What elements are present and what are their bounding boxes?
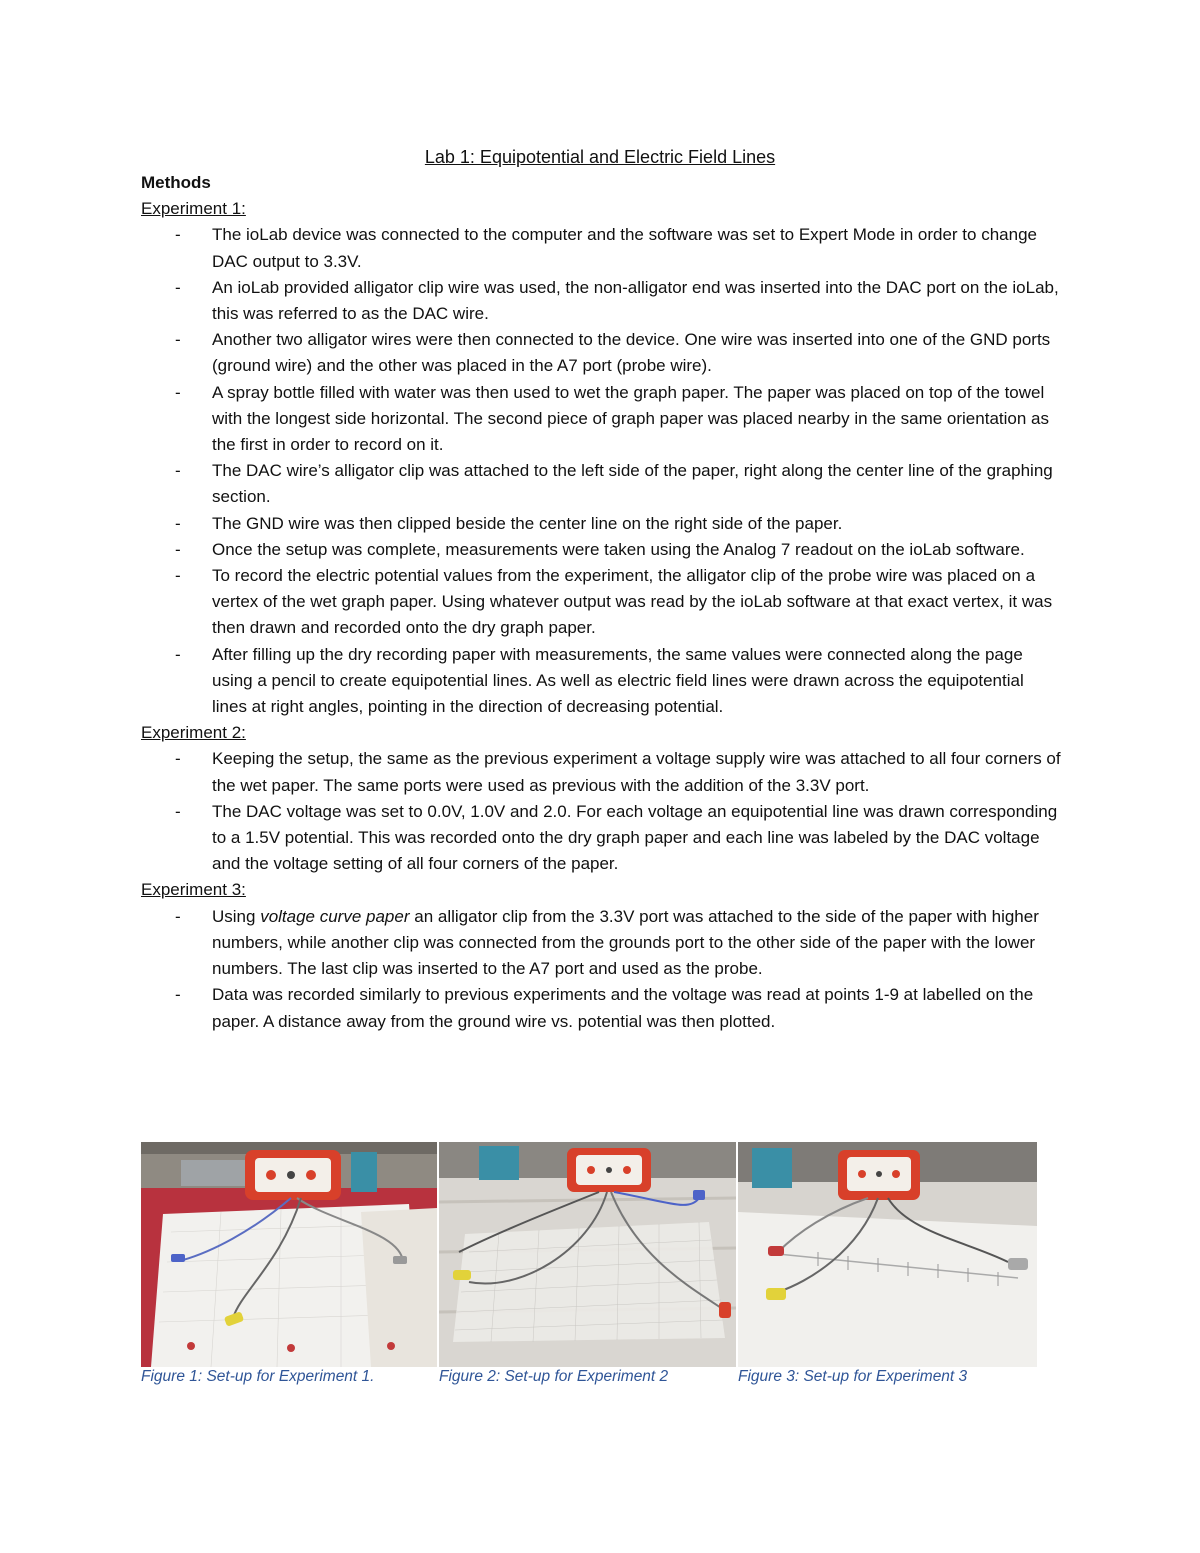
list-item: - The DAC wire’s alligator clip was attached to the left side of the paper, right along the center line of the graphing section. <box>141 458 1061 510</box>
bullet-dash: - <box>175 382 181 402</box>
bullet-dash: - <box>175 801 181 821</box>
document-title: Lab 1: Equipotential and Electric Field Lines <box>424 147 776 167</box>
list-item: - Keeping the setup, the same as the previous experiment a voltage supply wire was attached to all four corners of the wet paper. The same ports were used as previous with the addition of the 3.3V port. <box>141 746 1061 798</box>
bullet-dash: - <box>175 985 181 1005</box>
experiment-2-list <box>141 746 1061 877</box>
bullet-dash: - <box>175 539 181 559</box>
list-item: - A spray bottle filled with water was then used to wet the graph paper. The paper was placed on top of the towel with the longest side horizontal. The second piece of graph paper was placed nearby in the same orientation as the first in order to record on it. <box>141 380 1061 459</box>
list-item: - Once the setup was complete, measurements were taken using the Analog 7 readout on the ioLab software. <box>141 537 1061 563</box>
list-item: - An ioLab provided alligator clip wire was used, the non-alligator end was inserted into the DAC port on the ioLab, this was referred to as the DAC wire. <box>141 275 1061 327</box>
methods-section <box>141 170 1061 1035</box>
figure-3-photo <box>738 1142 1037 1367</box>
setup-photo-2 <box>439 1142 736 1367</box>
bullet-dash: - <box>175 513 181 533</box>
bullet-dash: - <box>175 749 181 769</box>
italic-term: voltage curve paper <box>260 906 410 926</box>
experiment-3-heading: Experiment 3: <box>141 880 246 900</box>
list-item: - To record the electric potential values from the experiment, the alligator clip of the probe wire was placed on a vertex of the wet graph paper. Using whatever output was read by the ioLab software at that exact vertex, it was then drawn and recorded onto the dry graph paper. <box>141 563 1061 642</box>
bullet-dash: - <box>175 906 181 926</box>
figure-3-caption: Figure 3: Set-up for Experiment 3 <box>738 1368 968 1385</box>
bullet-dash: - <box>175 330 181 350</box>
figure-captions <box>141 1368 1037 1392</box>
bullet-dash: - <box>175 461 181 481</box>
figure-1-caption: Figure 1: Set-up for Experiment 1. <box>141 1368 375 1385</box>
figure-2-photo <box>439 1142 736 1367</box>
experiment-1-heading: Experiment 1: <box>141 199 246 219</box>
experiment-3-list <box>141 904 1061 1035</box>
bullet-dash: - <box>175 277 181 297</box>
list-item: - Another two alligator wires were then connected to the device. One wire was inserted into one of the GND ports (ground wire) and the other was placed in the A7 port (probe wire). <box>141 327 1061 379</box>
list-item: - Using voltage curve paper an alligator clip from the 3.3V port was attached to the side of the paper with higher numbers, while another clip was connected from the grounds port to the other side of the paper with the lower numbers. The last clip was inserted to the A7 port and used as the probe. <box>141 904 1061 983</box>
setup-photo-1 <box>141 1142 437 1367</box>
experiment-1-list <box>141 222 1061 720</box>
figure-1-photo <box>141 1142 437 1367</box>
methods-heading: Methods <box>141 173 211 192</box>
bullet-dash: - <box>175 225 181 245</box>
setup-photo-3 <box>738 1142 1037 1367</box>
bullet-dash: - <box>175 644 181 664</box>
list-item: - The GND wire was then clipped beside the center line on the right side of the paper. <box>141 511 1061 537</box>
figure-photos <box>141 1142 1037 1367</box>
list-item: - After filling up the dry recording paper with measurements, the same values were connected along the page using a pencil to create equipotential lines. As well as electric field lines were drawn across the equipotential lines at right angles, pointing in the direction of decreasing potential. <box>141 642 1061 721</box>
bullet-dash: - <box>175 566 181 586</box>
list-item: - The DAC voltage was set to 0.0V, 1.0V and 2.0. For each voltage an equipotential line was drawn corresponding to a 1.5V potential. This was recorded onto the dry graph paper and each line was labeled by the DAC voltage and the voltage setting of all four corners of the paper. <box>141 799 1061 878</box>
figure-2-caption: Figure 2: Set-up for Experiment 2 <box>439 1368 669 1385</box>
list-item: - Data was recorded similarly to previous experiments and the voltage was read at points 1-9 at labelled on the paper. A distance away from the ground wire vs. potential was then plotted. <box>141 982 1061 1034</box>
list-item: - The ioLab device was connected to the computer and the software was set to Expert Mode in order to change DAC output to 3.3V. <box>141 222 1061 274</box>
experiment-2-heading: Experiment 2: <box>141 723 246 743</box>
